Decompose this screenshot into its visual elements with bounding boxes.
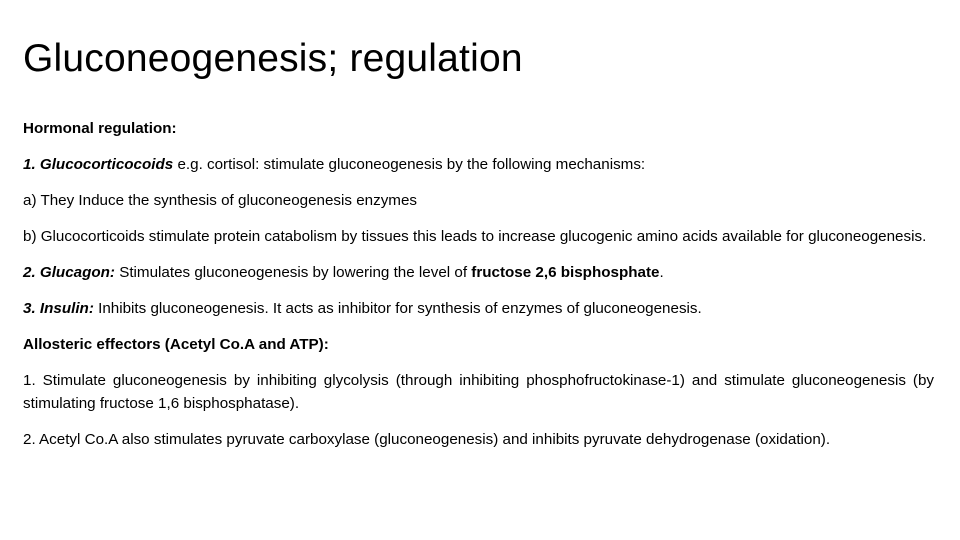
glucagon-text: Stimulates gluconeogenesis by lowering the level of xyxy=(114,264,472,281)
mechanism-b: b) Glucocorticoids stimulate protein catabolism by tissues this leads to increase glucogenic amino acids available for gluconeogenesis. xyxy=(23,228,927,245)
hormonal-regulation-heading: Hormonal regulation: xyxy=(23,120,177,137)
insulin-item xyxy=(23,297,934,320)
glucocorticoids-label: 1. Glucocorticocoids xyxy=(23,156,174,173)
glucagon-bold-term: fructose 2,6 bisphosphate xyxy=(471,264,660,281)
glucagon-item xyxy=(23,261,934,284)
glucagon-label: 2. Glucagon: xyxy=(23,264,115,281)
slide-body xyxy=(23,117,934,464)
allosteric-item-2: 2. Acetyl Co.A also stimulates pyruvate carboxylase (gluconeogenesis) and inhibits pyruvate dehydrogenase (oxidation). xyxy=(23,431,831,448)
insulin-label: 3. Insulin: xyxy=(23,300,94,317)
glucagon-end: . xyxy=(659,264,664,281)
glucocorticoids-text: e.g. cortisol: stimulate gluconeogenesis by the following mechanisms: xyxy=(173,156,646,173)
mechanism-a: a) They Induce the synthesis of gluconeogenesis enzymes xyxy=(23,192,417,209)
allosteric-effectors-heading: Allosteric effectors (Acetyl Co.A and ATP): xyxy=(23,336,329,353)
slide-title: Gluconeogenesis; regulation xyxy=(23,37,523,80)
glucocorticoids-item xyxy=(23,153,934,176)
allosteric-item-1: 1. Stimulate gluconeogenesis by inhibiting glycolysis (through inhibiting phosphofructokinase-1) and stimulate gluconeogenesis (by stimulating fructose 1,6 bisphosphatase). xyxy=(23,372,934,412)
insulin-text: Inhibits gluconeogenesis. It acts as inhibitor for synthesis of enzymes of gluconeogenesis. xyxy=(93,300,702,317)
